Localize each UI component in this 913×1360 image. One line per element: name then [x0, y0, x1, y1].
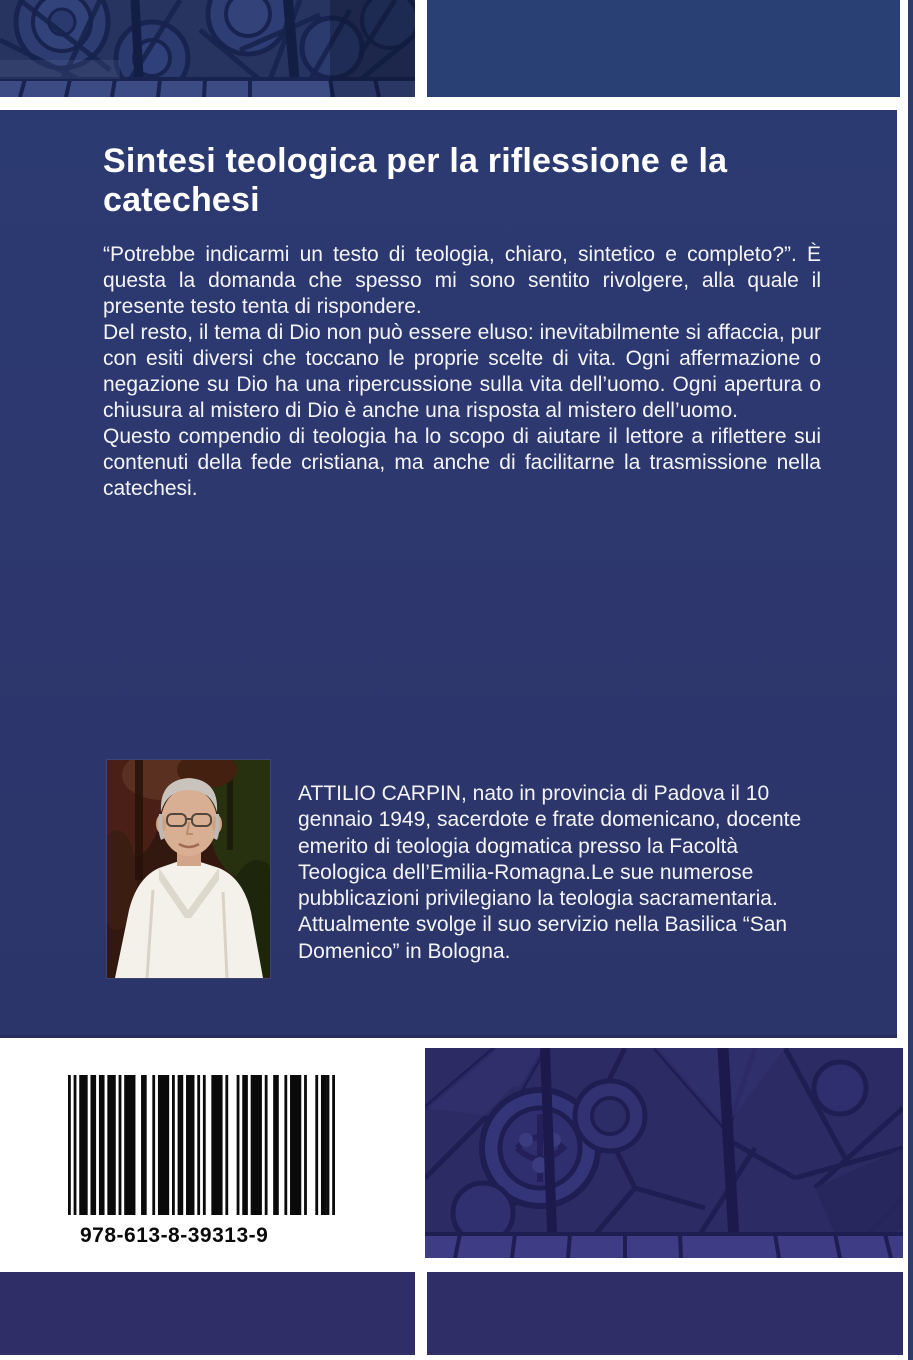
cover-main-panel	[0, 110, 897, 1038]
author-portrait-graphic	[107, 760, 270, 978]
cover-description	[103, 242, 821, 502]
stained-glass-top-left-image	[0, 0, 415, 97]
stained-glass-graphic	[0, 0, 415, 97]
bottom-right-bar	[427, 1272, 903, 1355]
barcode-block	[68, 1075, 348, 1248]
bottom-left-bar	[0, 1272, 415, 1355]
barcode-icon	[68, 1075, 335, 1215]
author-bio-text: ATTILIO CARPIN, nato in provincia di Padova il 10 gennaio 1949, sacerdote e frate domenicano, docente emerito di teologia dogmatica presso la Facoltà Teologica dell’Emilia-Romagna.Le sue numerose pubblicazioni privilegiano la teologia sacramentaria. Attualmente svolge il suo servizio nella Basilica “San Domenico” in Bologna.	[298, 782, 802, 963]
author-photo	[107, 760, 270, 978]
description-paragraph: Questo compendio di teologia ha lo scopo di aiutare il lettore a riflettere sui contenuti della fede cristiana, ma anche di facilitarne la trasmissione nella catechesi.	[103, 425, 821, 500]
right-trim-edge	[908, 0, 913, 1360]
author-section	[107, 760, 806, 986]
stained-glass-bottom-right-image	[425, 1048, 903, 1258]
isbn-label: 978-613-8-39313-9	[80, 1224, 269, 1247]
page-title: Sintesi teologica per la riflessione e la catechesi	[103, 142, 728, 219]
description-paragraph: Del resto, il tema di Dio non può essere eluso: inevitabilmente si affaccia, pur con esiti diversi che toccano le proprie scelte di vita. Ogni affermazione o negazione su Dio ha una ripercussione sulla vita dell’uomo. Ogni apertura o chiusura al mistero di Dio è anche una risposta al mistero dell’uomo.	[103, 321, 821, 422]
description-paragraph: “Potrebbe indicarmi un testo di teologia, chiaro, sintetico e completo?”. È questa la domanda che spesso mi sono sentito rivolgere, alla quale il presente testo tenta di rispondere.	[103, 243, 821, 318]
stained-glass-rosette-graphic	[425, 1048, 903, 1258]
cover-text-area	[0, 110, 897, 502]
top-right-blue-panel	[427, 0, 900, 97]
